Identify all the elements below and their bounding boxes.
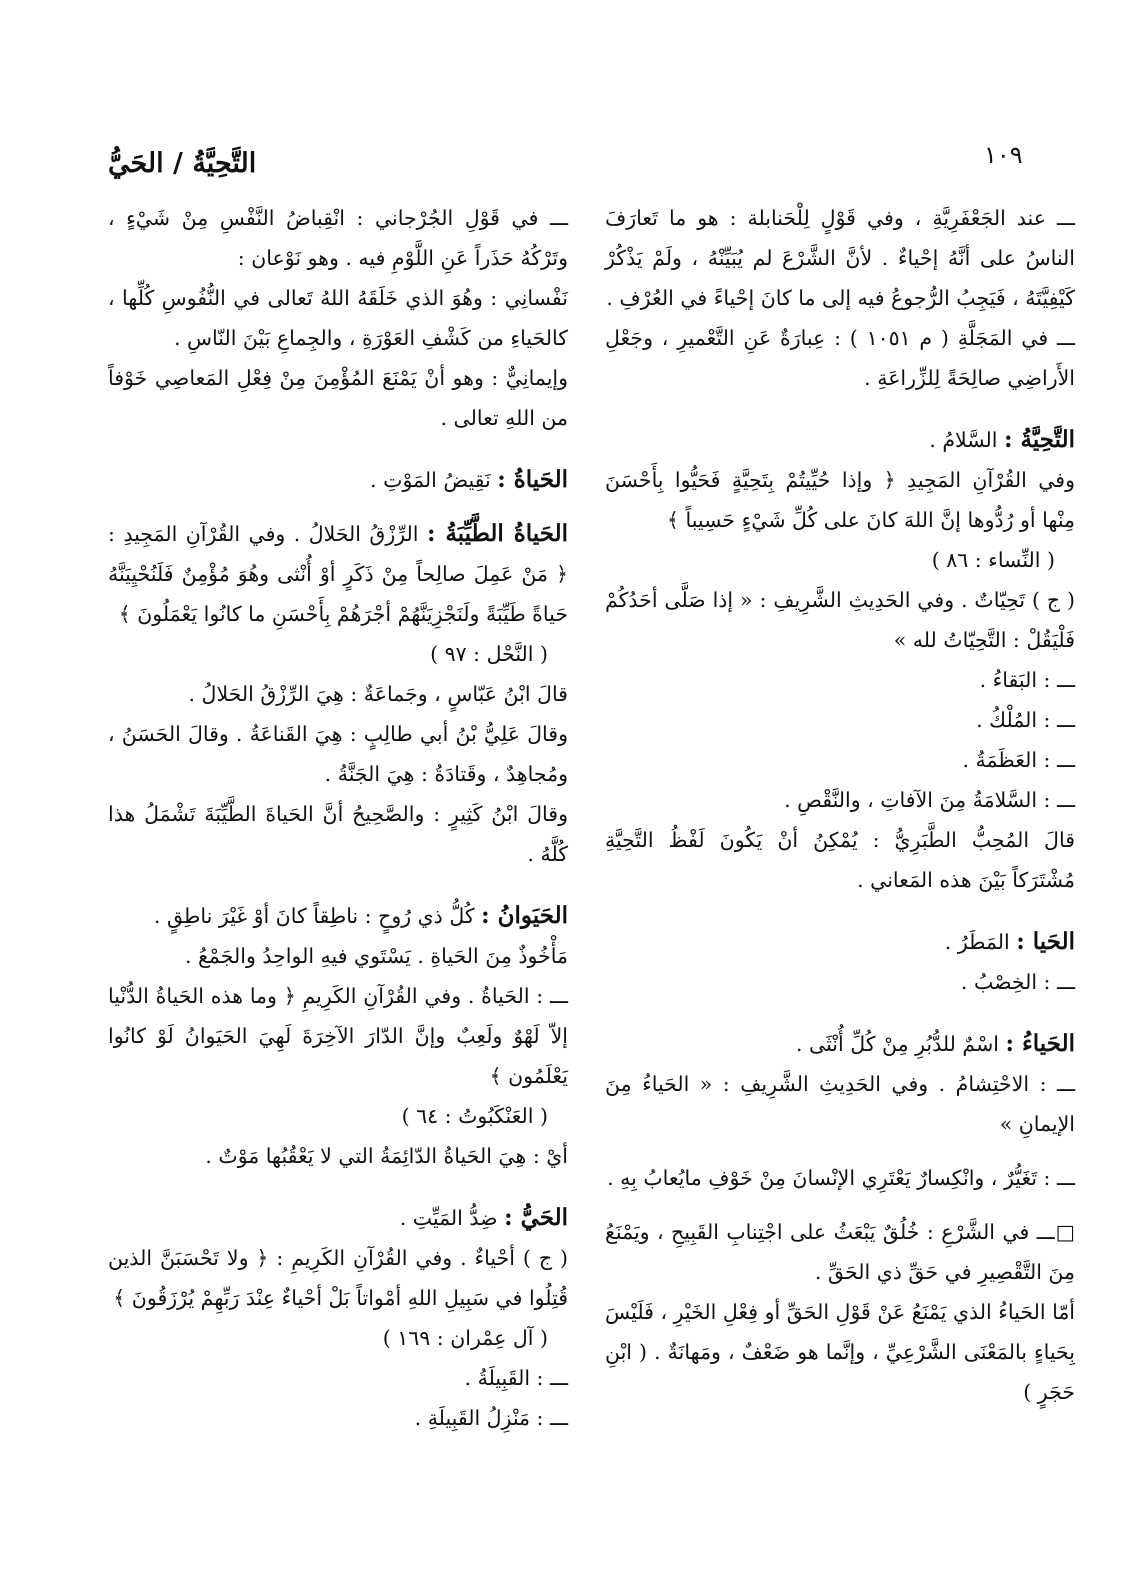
tahiyya-sense-2: ـــ : المُلْكُ . — [976, 708, 1075, 732]
hayaa-definition: اسْمٌ للدُّبُرِ مِنْ كُلِّ أُنْثَى . — [795, 1032, 999, 1056]
hayaa-sharia-definition: □ـــ في الشَّرْعِ : خُلُقٌ يَبْعَثُ على اجْتِنابِ القَبِيحِ ، ويَمْنَعُ مِنَ التَّقْصِيرِ في حَقِّ ذي الحَقِّ . — [605, 1220, 1075, 1284]
tahiyya-sense-1: ـــ : البَقاءُ . — [979, 668, 1075, 692]
headword-hayat-tayyiba: الحَياةُ الطَّيِّبَةُ : — [426, 520, 568, 547]
hayaa-nafsani: نَفْسانِي : وهُوَ الذي خَلَقَهُ اللهُ تَعالى في النُّفُوسِ كُلِّها ، كالحَياءِ من كَشْفِ العَوْرَةِ ، والجِماعِ بَيْنَ النّاسِ . — [108, 286, 568, 350]
entry-hayat-tayyiba — [108, 514, 568, 874]
ihya-majalla-definition: ـــ في المَجَلَّةِ ( م ١٠٥١ ) : عِبارَةٌ عَنِ التَّعْميرِ ، وجَعْلِ الأَراضِي صالِحَةً لِلزِّراعَةِ . — [605, 326, 1075, 390]
hayaa-imani: وإيمانِيٌّ : وهو أنْ يَمْنَعَ المُؤْمِنَ مِنْ فِعْلِ المَعاصِي خَوْفاً من اللهِ تعالى . — [108, 366, 568, 430]
entry-haya-rain — [605, 922, 1075, 1002]
tahiyya-sense-4: ـــ : السَّلامَةُ مِنَ الآفاتِ ، والنَّقْصِ . — [784, 788, 1075, 812]
hayawan-definition-2: مَأْخُوذٌ مِنَ الحَياةِ . يَسْتَوي فيهِ الواحِدُ والجَمْعُ . — [184, 944, 568, 968]
haya-definition: المَطَرُ . — [944, 930, 1010, 954]
headword-hayy: الحَيُّ : — [504, 1204, 568, 1231]
entry-tahiyya — [605, 420, 1075, 900]
left-column — [108, 198, 568, 1438]
hayat-tayyiba-reference: ( النَّحْل : ٩٧ ) — [430, 642, 548, 666]
entry-hayaa — [605, 1024, 1075, 1412]
hayaa-note: أمّا الحَياءُ الذي يَمْنَعُ عَنْ قَوْلِ الحَقِّ أو فِعْلِ الخَيْرِ ، فَلَيْسَ بِحَياءٍ بالمَعْنَى الشَّرْعِيِّ ، وإنَّما هو ضَعْفٌ ، ومَهانَةٌ . ( ابْنِ حَجَرٍ ) — [605, 1300, 1075, 1404]
hayaa-jurjani-definition: ـــ في قَوْلِ الجُرْجاني : انْقِباضُ النَّفْسِ مِنْ شَيْءٍ ، وتَرْكُهُ حَذَراً عَنِ اللَّوْمِ فيه . وهو نَوْعان : — [108, 206, 568, 270]
hayawan-reference: ( العَنْكَبُوتُ : ٦٤ ) — [401, 1104, 548, 1128]
entry-hayy — [108, 1198, 568, 1438]
hayy-sense-1: ـــ : القَبِيلَةُ . — [464, 1366, 568, 1390]
tahiyya-quran-verse: وفي القُرْآنِ المَجِيدِ ﴿ وإذا حُيِّيتُمْ بِتَحِيَّةٍ فَحَيُّوا بِأَحْسَنَ مِنْها أو رُدُّوها إنَّ اللهَ كانَ على كُلِّ شَيْءٍ حَسِيباً ﴾ — [605, 468, 1075, 532]
hayy-definition: ضِدُّ المَيِّتِ . — [399, 1206, 498, 1230]
running-header: التَّحِيَّةُ / الحَيُّ — [108, 148, 257, 179]
right-column — [605, 198, 1075, 1412]
hayaa-sense-2: ـــ : تَغَيُّرٌ ، وانْكِسارٌ يَعْتَرِي الإنْسانَ مِنْ خَوْفِ مايُعابُ بِهِ . — [607, 1166, 1075, 1190]
hayat-tayyiba-quote-1: قالَ ابْنُ عَبّاسٍ ، وجَماعَةٌ : هِيَ الرِّزْقُ الحَلالُ . — [188, 682, 568, 706]
entry-hayat — [108, 460, 568, 500]
hayat-definition: نَقِيضُ المَوْتِ . — [370, 468, 491, 492]
entry-hayawan — [108, 896, 568, 1176]
headword-hayaa: الحَياءُ : — [1005, 1030, 1075, 1057]
hayawan-sense-1: ـــ : الحَياةُ . وفي القُرْآنِ الكَرِيمِ ﴿ وما هذه الحَياةُ الدُّنْيا إلاّ لَهْوٌ ولَعِبٌ وإنَّ الدّارَ الآخِرَةَ لَهِيَ الحَيَوانُ لَوْ كانُوا يَعْلَمُون ﴾ — [108, 984, 568, 1088]
hayawan-definition: كُلُّ ذي رُوحٍ : ناطِقاً كانَ أوْ غَيْرَ ناطِقٍ . — [153, 904, 475, 928]
hayawan-explanation: أيْ : هِيَ الحَياةُ الدّائِمَةُ التي لا يَعْقُبُها مَوْتٌ . — [205, 1144, 568, 1168]
tahiyya-definition: السَّلامُ . — [929, 428, 998, 452]
hayat-tayyiba-quote-3: وقالَ ابْنُ كَثِيرٍ : والصَّحِيحُ أنَّ الحَياةَ الطَّيِّبَةَ تَشْمَلُ هذا كُلَّهُ . — [108, 802, 568, 866]
tahiyya-tabari-quote: قالَ المُحِبُّ الطَّبَرِيُّ : يُمْكِنُ أنْ يَكُونَ لَفْظُ التَّحِيَّةِ مُشْتَرَكاً بَيْنَ هذه المَعاني . — [605, 828, 1075, 892]
headword-hayawan: الحَيَوانُ : — [481, 902, 568, 929]
hayy-sense-2: ـــ : مَنْزِلُ القَبِيلَةِ . — [414, 1406, 568, 1430]
hayy-reference: ( آل عِمْران : ١٦٩ ) — [382, 1326, 548, 1350]
hayat-tayyiba-quote-2: وقالَ عَلِيُّ بْنُ أبي طالِبٍ : هِيَ القَناعَةُ . وقالَ الحَسَنُ ، ومُجاهِدٌ ، وقَتادَةُ : هِيَ الجَنَّةُ . — [108, 722, 568, 786]
headword-haya: الحَيا : — [1016, 928, 1075, 955]
tahiyya-sense-3: ـــ : العَظَمَةُ . — [962, 748, 1075, 772]
hayaa-sense-1: ـــ : الاحْتِشامُ . وفي الحَدِيثِ الشَّرِيفِ : « الحَياءُ مِنَ الإيمانِ » — [605, 1072, 1075, 1136]
hayy-plural-verse: ( ج ) أحْياءٌ . وفي القُرْآنِ الكَرِيمِ : ﴿ ولا تَحْسَبَنَّ الذين قُتِلُوا في سَبِيلِ اللهِ أمْواتاً بَلْ أحْياءٌ عِنْدَ رَبِّهِمْ يُرْزَقُونَ ﴾ — [108, 1246, 568, 1310]
headword-hayat: الحَياةُ : — [497, 466, 568, 493]
haya-sense-1: ـــ : الخِصْبُ . — [960, 970, 1075, 994]
hayat-tayyiba-definition: الرِّزْقُ الحَلالُ . وفي القُرْآنِ المَجِيدِ : ﴿ مَنْ عَمِلَ صالِحاً مِنْ ذَكَرٍ أوْ أُنْثى وهُوَ مُؤْمِنٌ فَلَنُحْيِيَنَّهُ حَياةً طَيِّبَةً ولَنَجْزِيَنَّهُمْ أجْرَهُمْ بِأَحْسَنِ ما كانُوا يَعْمَلُونَ ﴾ — [108, 522, 568, 626]
tahiyya-quran-reference: ( النِّساء : ٨٦ ) — [931, 548, 1055, 572]
ihya-jafariyya-definition: ـــ عند الجَعْفَرِيَّةِ ، وفي قَوْلٍ لِلْحَنابلة : هو ما تَعارَفَ الناسُ على أنَّهُ إحْياءٌ . لأنَّ الشَّرْعَ لم يُبَيِّنْهُ ، ولَمْ يَذْكُرْ كَيْفِيَّتَهُ ، فَيَجِبُ الرُّجوعُ فيه إلى ما كانَ إحْياءً في العُرْفِ . — [605, 206, 1075, 310]
page-number: ١٠٩ — [984, 141, 1023, 169]
headword-tahiyya: التَّحِيَّةُ : — [1004, 426, 1075, 453]
tahiyya-plural-hadith: ( ج ) تَحِيّاتٌ . وفي الحَدِيثِ الشَّرِيفِ : « إذا صَلَّى أحَدُكُمْ فَلْيَقُلْ : التَّحِيّاتُ لله » — [605, 588, 1075, 652]
